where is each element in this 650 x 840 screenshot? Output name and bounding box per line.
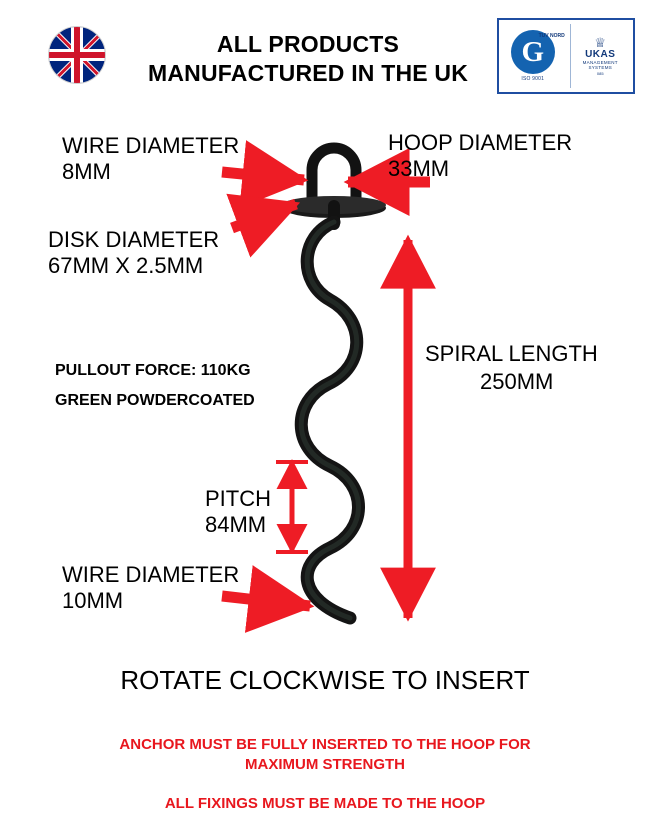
instruction-rotate: ROTATE CLOCKWISE TO INSERT: [120, 665, 530, 695]
iso-badge-tagline: TUV NORD: [538, 33, 565, 39]
label-hoop-diameter-line2: 33MM: [388, 156, 450, 182]
ground-anchor-graphic: [282, 148, 386, 618]
title-line-1: ALL PRODUCTS: [216, 31, 400, 57]
warning-insert-to-hoop: [0, 735, 650, 776]
label-wire-diameter-top-line1: WIRE DIAMETER: [62, 133, 240, 158]
label-pitch-line2: 84MM: [205, 512, 267, 538]
warning-insert-to-hoop-line2: MAXIMUM STRENGTH: [245, 756, 405, 774]
title-line-2: MANUFACTURED IN THE UK: [148, 59, 468, 86]
warning-insert-to-hoop-line1: ANCHOR MUST BE FULLY INSERTED TO THE HOOP FOR: [119, 736, 531, 753]
arrow-disk-diameter: [232, 204, 296, 228]
label-disk-diameter-line1: DISK DIAMETER: [48, 227, 220, 252]
label-hoop-diameter-line1: HOOP DIAMETER: [388, 130, 573, 155]
crown-icon: ♕: [594, 34, 607, 50]
label-spiral-length-line1: SPIRAL LENGTH: [425, 341, 598, 366]
label-disk-diameter-line2: 67MM X 2.5MM: [48, 253, 204, 279]
label-spiral-length: [425, 341, 598, 396]
dimension-pitch: [276, 462, 308, 552]
label-wire-diameter-top: [62, 133, 239, 186]
spec-pullout-force: PULLOUT FORCE: 110KG: [55, 362, 251, 379]
label-hoop-diameter: [388, 130, 572, 183]
label-wire-diameter-top-line2: 8MM: [62, 159, 111, 185]
spec-finish: GREEN POWDERCOATED: [55, 392, 255, 409]
ukas-line-2: SYSTEMS: [588, 65, 613, 71]
label-wire-diameter-bottom: [62, 562, 239, 615]
label-pitch-line1: PITCH: [205, 486, 271, 511]
iso-badge-sub: ISO 9001: [521, 76, 545, 82]
iso-badge-letter: G: [511, 30, 555, 74]
ukas-number: 085: [596, 70, 604, 76]
label-wire-diameter-bottom-line1: WIRE DIAMETER: [62, 562, 240, 587]
label-disk-diameter: [48, 227, 219, 280]
warning-fixings-to-hoop: ALL FIXINGS MUST BE MADE TO THE HOOP: [164, 795, 486, 812]
ukas-name: UKAS: [585, 48, 616, 60]
label-wire-diameter-bottom-line2: 10MM: [62, 588, 124, 614]
ukas-line-1: MANAGEMENT: [582, 60, 618, 66]
label-pitch: [205, 486, 271, 539]
label-spiral-length-line2: 250MM: [480, 369, 554, 395]
